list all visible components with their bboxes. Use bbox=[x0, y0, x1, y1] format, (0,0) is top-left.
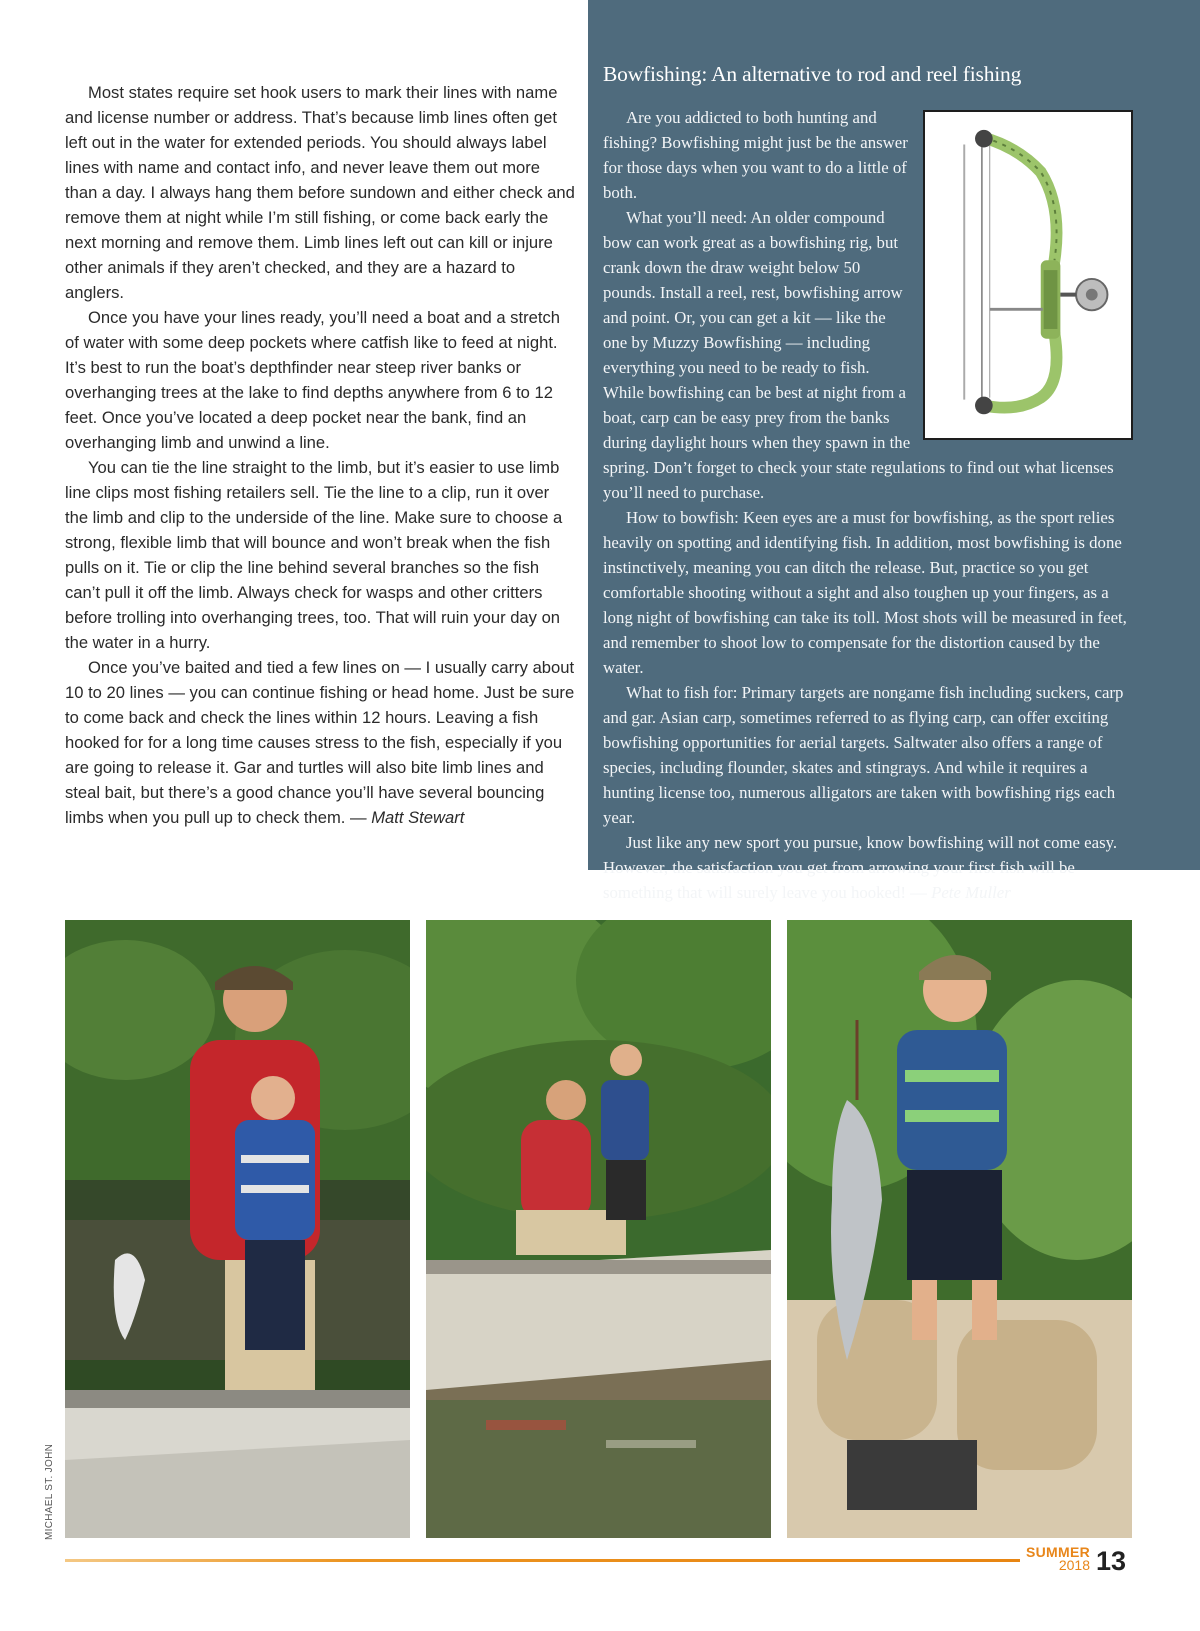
article-paragraph-3: You can tie the line straight to the limb, but it’s easier to use limb line clips most fishing retailers sell. Tie the line to a clip, run it over the limb and clip to the underside of the line. Make sure to choose a strong, flexible limb that will bounce and won’t break when the fish pulls on it. Tie or clip the line behind several branches so the fish can’t pull it off the limb. Always check for wasps and other critters before trolling into overhanging trees, too. That will ruin your day on the water in a hurry. bbox=[65, 458, 563, 652]
photo-3-drawing bbox=[787, 920, 1132, 1538]
sidebar-body bbox=[603, 105, 1133, 905]
article-paragraph-2: Once you have your lines ready, you’ll need a boat and a stretch of water with some deep pockets where catfish like to feed at night. It’s best to run the boat’s depthfinder near steep river banks or overhanging trees at the lake to find depths anywhere from 6 to 12 feet. Once you’ve located a deep pocket near the bank, find an overhanging limb and unwind a line. bbox=[65, 308, 560, 452]
photo-boy-with-catfish bbox=[787, 920, 1132, 1538]
issue-year: 2018 bbox=[1058, 1557, 1090, 1573]
bowfishing-sidebar bbox=[588, 0, 1200, 902]
compound-bow-drawing bbox=[925, 112, 1131, 438]
photo-checking-limb-lines bbox=[426, 920, 771, 1538]
article-author: Matt Stewart bbox=[371, 808, 465, 827]
photo-2-drawing bbox=[426, 920, 771, 1538]
sidebar-paragraph-1: Are you addicted to both hunting and fishing? Bowfishing might just be the answer for those days when you want to do a little of both. bbox=[603, 108, 908, 202]
issue-label bbox=[1018, 1546, 1090, 1572]
sidebar-paragraph-2: What you’ll need: An older compound bow can work great as a bowfishing rig, but crank down the draw weight below 50 pounds. Install a reel, rest, bowfishing arrow and point. Or, you can get a kit — like the one by Muzzy Bowfishing — including everything you need to be ready to fish. While bowfishing can be best at night from a boat, carp can be easy prey from the banks during daylight hours when they spawn in the spring. Don’t forget to check your state regulations to find out what licenses you’ll need to purchase. bbox=[603, 208, 1114, 502]
footer-rule bbox=[65, 1559, 1020, 1562]
article-column bbox=[65, 80, 575, 830]
photo-1-drawing bbox=[65, 920, 410, 1538]
sidebar-paragraph-5-text: Just like any new sport you pursue, know bowfishing will not come easy. However, the satisfaction you get from arrowing your first fish will be something that will surely leave you hooked! — bbox=[603, 833, 1118, 902]
photo-father-son-catfish bbox=[65, 920, 410, 1538]
article-paragraph-4 bbox=[65, 655, 575, 830]
issue-season: SUMMER bbox=[1025, 1544, 1090, 1560]
page-number: 13 bbox=[1096, 1546, 1127, 1576]
sidebar-title: Bowfishing: An alternative to rod and reel fishing bbox=[603, 62, 1022, 86]
article-paragraph-1: Most states require set hook users to mark their lines with name and license number or address. That’s because limb lines often get left out in the water for extended periods. You should always label lines with name and contact info, and never leave them out more than a day. I always hang them before sundown and either check and remove them at night while I’m still fishing, or come back early the next morning and remove them. Limb lines left out can kill or injure other animals if they aren’t checked, and they are a hazard to anglers. bbox=[65, 83, 575, 302]
compound-bow-image bbox=[923, 110, 1133, 440]
article-paragraph-4-text: Once you’ve baited and tied a few lines on — I usually carry about 10 to 20 lines — you can continue fishing or head home. Just be sure to come back and check the lines within 12 hours. Leaving a fish hooked for for a long time causes stress to the fish, especially if you are going to release it. Gar and turtles will also bite limb lines and steal bait, but there’s a good chance you’ll have several bouncing limbs when you pull up to check them. — bbox=[65, 658, 575, 827]
photo-credit: MICHAEL ST. JOHN bbox=[44, 1443, 55, 1540]
sidebar-author: Pete Muller bbox=[931, 883, 1011, 902]
sidebar-paragraph-3: How to bowfish: Keen eyes are a must for bowfishing, as the sport relies heavily on spotting and identifying fish. In addition, most bowfishing is done instinctively, meaning you can ditch the release. But, practice so you get comfortable shooting without a sight and also toughen up your fingers, as a long night of bowfishing can take its toll. Most shots will be measured in feet, and remember to shoot low to compensate for the distortion caused by the water. bbox=[603, 508, 1127, 677]
sidebar-paragraph-5 bbox=[603, 830, 1133, 905]
sidebar-paragraph-4: What to fish for: Primary targets are nongame fish including suckers, carp and gar. Asian carp, sometimes referred to as flying carp, can offer exciting bowfishing opportunities for aerial targets. Saltwater also offers a range of species, including flounder, skates and stingrays. And while it requires a hunting license too, numerous alligators are taken with bowfishing rigs each year. bbox=[603, 683, 1124, 827]
